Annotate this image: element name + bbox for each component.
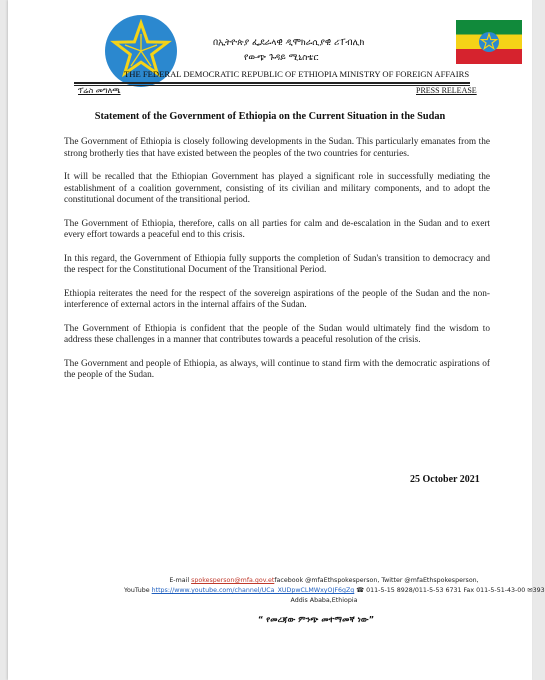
paragraph: The Government and people of Ethiopia, as always, will continue to stand firm with the democratic aspirations of the people of the Sudan.: [64, 358, 490, 380]
email-link[interactable]: spokesperson@mfa.gov.et: [191, 577, 275, 584]
ministry-english-name: THE FEDERAL DEMOCRATIC REPUBLIC OF ETHIOPIA MINISTRY OF FOREIGN AFFAIRS: [124, 69, 470, 79]
header-divider: [74, 82, 470, 84]
phone-icon: ☎: [356, 587, 365, 594]
statement-date: 25 October 2021: [410, 474, 480, 485]
header-divider-thin: [74, 85, 470, 86]
footer-slogan: “ የመረጃው ምንጭ መተማመኛ ነው”: [258, 614, 375, 624]
ethiopia-flag-icon: [456, 20, 522, 64]
social-handles: facebook @mfaEthspokesperson, Twitter @mfaEthspokesperson,: [274, 577, 479, 584]
paragraph: It will be recalled that the Ethiopian Government has played a significant role in successfully mediating the establishment of a coalition government, consisting of its civilian and military components, and to adopt the constitutional document of the transitional period.: [64, 172, 490, 205]
paragraph: The Government of Ethiopia is closely following developments in the Sudan. This particularly emanates from the strong brotherly ties that have existed between the peoples of the two countries for centuries.: [64, 137, 490, 159]
phone-fax: 011-5-15 8928/011-5-53 6731 Fax 011-5-51-43-00: [366, 587, 526, 594]
contact-footer: [124, 576, 545, 606]
email-label: E-mail: [169, 577, 190, 584]
paragraph: In this regard, the Government of Ethiopia fully supports the completion of Sudan's transition to democracy and the respect for the Constitutional Document of the Transitional Period.: [64, 253, 490, 275]
press-release-label: PRESS RELEASE: [416, 86, 477, 95]
mail-envelope-icon: ✉: [527, 587, 533, 594]
po-box: 393: [532, 587, 545, 594]
paragraph: The Government of Ethiopia is confident that the people of the Sudan would ultimately find the wisdom to address these challenges in a manner that contributes towards a peaceful resolution of the crisis.: [64, 323, 490, 345]
press-release-amharic: ፕሬስ መግለጫ: [78, 86, 121, 95]
paragraph: Ethiopia reiterates the need for the respect of the sovereign aspirations of the people of the Sudan and the non-interference of external actors in the internal affairs of the Sudan.: [64, 288, 490, 310]
statement-body: [64, 137, 490, 394]
ministry-amharic-line2: የውጭ ጉዳይ ሚኒስቴር: [244, 53, 319, 63]
youtube-label: YouTube: [124, 587, 150, 594]
statement-title: Statement of the Government of Ethiopia on the Current Situation in the Sudan: [94, 111, 446, 122]
press-release-page: [8, 0, 545, 680]
city-address: Addis Ababa,Ethiopia: [290, 597, 358, 604]
paragraph: The Government of Ethiopia, therefore, calls on all parties for calm and de-escalation in the Sudan and to exert every effort towards a peaceful end to this crisis.: [64, 218, 490, 240]
youtube-link[interactable]: https://www.youtube.com/channel/UCa_XUDpwCLMWxyOJF6gZg: [151, 587, 355, 594]
ministry-amharic-line1: በኢትዮጵያ ፌደራላዊ ዲሞክራሲያዊ ሪፐብሊክ: [213, 38, 365, 48]
